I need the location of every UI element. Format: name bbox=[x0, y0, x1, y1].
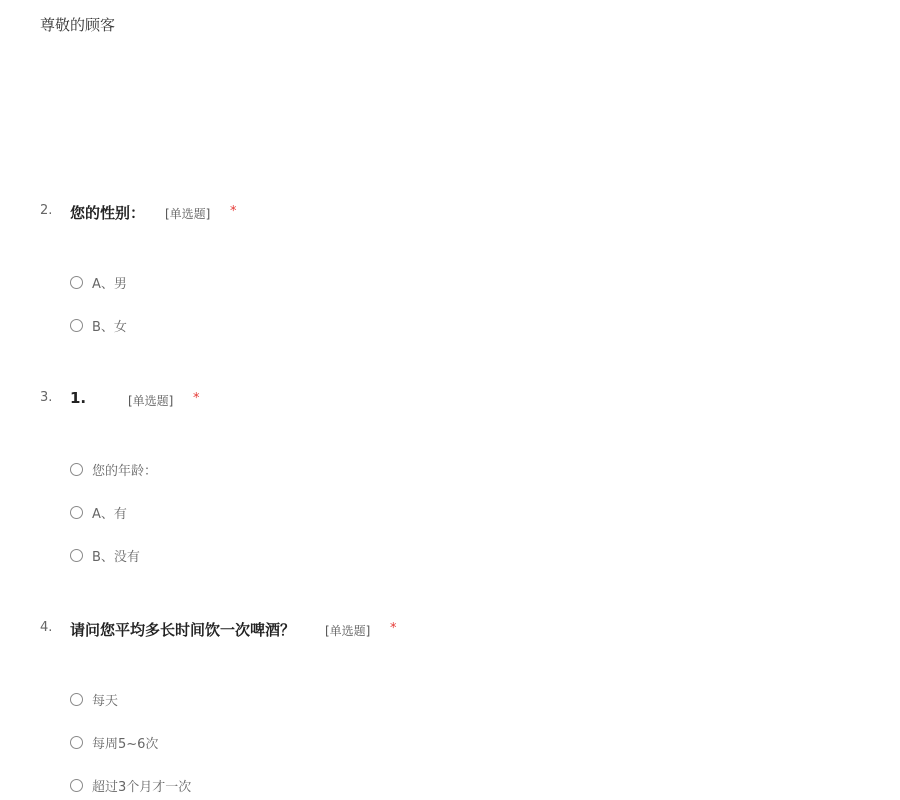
required-mark: * bbox=[390, 621, 397, 636]
option-age[interactable] bbox=[70, 460, 157, 478]
option-label: A、男 bbox=[92, 276, 127, 292]
radio-button[interactable] bbox=[70, 736, 83, 749]
radio-button[interactable] bbox=[70, 549, 83, 562]
option-female[interactable] bbox=[70, 316, 127, 334]
option-daily[interactable] bbox=[70, 690, 118, 708]
option-no[interactable] bbox=[70, 546, 140, 564]
option-male[interactable] bbox=[70, 273, 127, 291]
radio-button[interactable] bbox=[70, 779, 83, 792]
option-over-3-months[interactable] bbox=[70, 776, 191, 794]
question-title: 1. bbox=[70, 389, 87, 407]
question-type: [单选题] bbox=[165, 207, 211, 221]
radio-button[interactable] bbox=[70, 506, 83, 519]
required-mark: * bbox=[193, 391, 200, 406]
option-label: A、有 bbox=[92, 506, 127, 522]
option-label: 每周5~6次 bbox=[92, 736, 159, 752]
option-label: 每天 bbox=[92, 693, 119, 709]
option-label: 超过3个月才一次 bbox=[92, 779, 192, 795]
required-mark: * bbox=[230, 204, 237, 219]
question-number: 2. bbox=[40, 203, 53, 218]
radio-button[interactable] bbox=[70, 319, 83, 332]
survey-title: 尊敬的顾客 bbox=[40, 16, 116, 34]
option-label: 您的年龄： bbox=[92, 463, 158, 479]
radio-button[interactable] bbox=[70, 276, 83, 289]
radio-button[interactable] bbox=[70, 463, 83, 476]
option-yes[interactable] bbox=[70, 503, 127, 521]
question-number: 4. bbox=[40, 620, 53, 635]
option-label: B、没有 bbox=[92, 549, 140, 565]
question-title: 您的性别： bbox=[70, 204, 146, 222]
question-title: 请问您平均多长时间饮一次啤酒？ bbox=[70, 621, 296, 639]
question-type: [单选题] bbox=[128, 394, 174, 408]
option-label: B、女 bbox=[92, 319, 127, 335]
question-type: [单选题] bbox=[325, 624, 371, 638]
question-number: 3. bbox=[40, 390, 53, 405]
radio-button[interactable] bbox=[70, 693, 83, 706]
option-weekly[interactable] bbox=[70, 733, 158, 751]
